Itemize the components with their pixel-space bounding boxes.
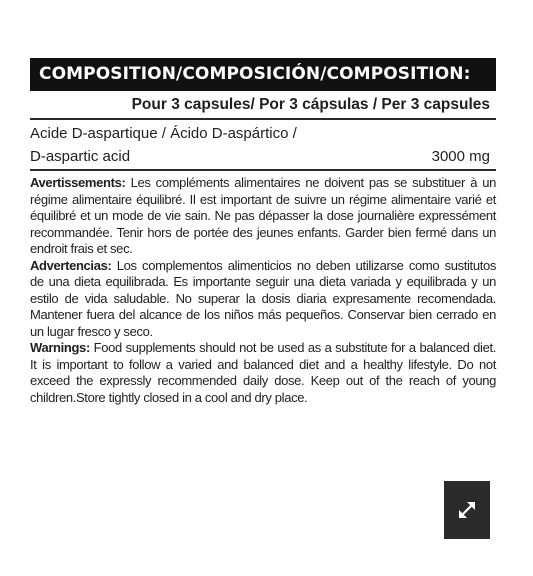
warning-en-text: Food supplements should not be used as a substitute for a balanced diet. It is important to follow a varied and balanced diet and a healthy lifestyle. Do not exceed the expressly recommended daily dose. Keep out of the reach of young children.Store tightly closed in a cool and dry place. <box>30 340 496 405</box>
warning-fr-text: Les compléments alimentaires ne doivent pas se substituer à un régime alimentaire équilibré. Il est important de suivre un régime alimentaire varié et équilibré et un mode de vie sain. Ne pas dépasser la dose journalière expressément recommandée. Tenir hors de portée des jeunes enfants. Garder bien fermé dans un endroit frais et sec. <box>30 175 496 256</box>
ingredient-row <box>30 120 496 171</box>
warning-fr-label: Avertissements: <box>30 175 126 190</box>
composition-label-panel <box>30 58 496 406</box>
composition-header: COMPOSITION/COMPOSICIÓN/COMPOSITION: <box>30 58 496 91</box>
warning-es-label: Advertencias: <box>30 257 112 273</box>
expand-image-button[interactable] <box>444 481 490 539</box>
warning-en-label: Warnings: <box>30 340 90 355</box>
ingredient-name-line2: D-aspartic acid <box>30 148 131 165</box>
warning-fr <box>30 175 496 258</box>
warning-es-text: Los complementos alimenticios no deben utilizarse como sustitutos de una dieta equilibrada. Es importante seguir una dieta variada y equilibrada y un estilo de vida saludable. No superar la dosis diaria expresamente recomendada. Mantener fuera del alcance de los niños más pequeños. Conservar bien cerrado en un lugar fresco y seco. <box>30 257 496 339</box>
ingredient-name-line1: Acide D-aspartique / Ácido D-aspártico / <box>30 125 297 142</box>
warning-es <box>30 258 496 341</box>
serving-size: Pour 3 capsules/ Por 3 cápsulas / Per 3 capsules <box>30 91 496 120</box>
warnings-section <box>30 171 496 406</box>
ingredient-amount: 3000 mg <box>431 148 490 165</box>
warning-en <box>30 340 496 406</box>
expand-arrows-icon <box>456 499 478 521</box>
